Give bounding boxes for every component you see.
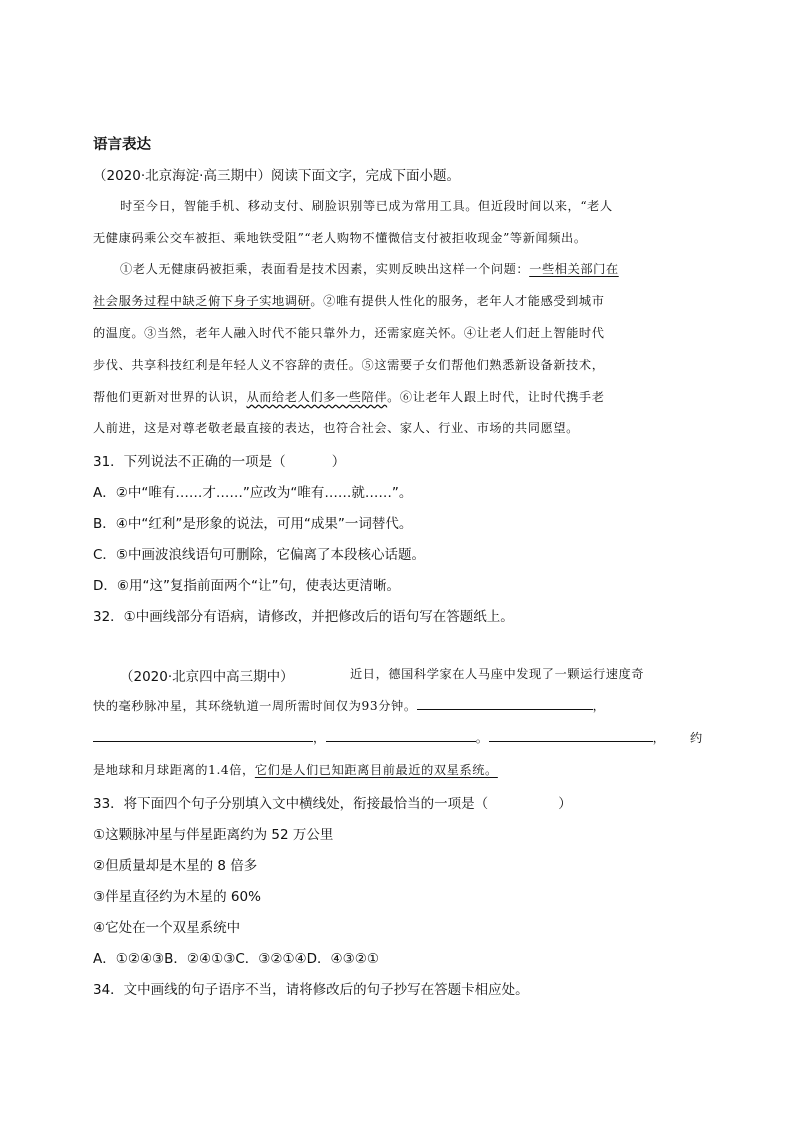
passage2-line2: [93, 292, 605, 309]
passage3-line2-text: 快的毫秒脉冲星，其环绕轨道一周所需时间仅为93分钟。: [93, 699, 417, 713]
question-32: 32．①中画线部分有语病，请修改，并把修改后的语句写在答题纸上。: [93, 609, 514, 625]
passage1-line1: 时至今日，智能手机、移动支付、刷脸识别等已成为常用工具。但近段时间以来，“老人: [120, 199, 613, 213]
option-31-d: D．⑥用“这”复指前面两个“让”句，使表达更清晰。: [93, 578, 400, 594]
option-31-a: A．②中“唯有……才……”应改为“唯有……就……”。: [93, 485, 413, 501]
passage3-yue: 约: [690, 731, 703, 745]
sentence-4: ④它处在一个双星系统中: [93, 920, 241, 936]
question-31-close: ）: [331, 454, 346, 470]
wavy-underlined-sentence: 从而给老人们多一些陪伴: [246, 390, 388, 404]
sentence-2: ②但质量却是木星的 8 倍多: [93, 858, 258, 874]
passage2-line5: [93, 388, 605, 405]
q1-source: （2020·北京海淀·高三期中）阅读下面文字，完成下面小题。: [93, 168, 460, 184]
underlined-sentence-start: 一些相关部门在: [529, 262, 619, 276]
passage3-comma-3: ，: [652, 731, 666, 745]
option-31-c: C．⑤中画波浪线语句可删除，它偏离了本段核心话题。: [93, 547, 426, 563]
options-33: A．①②④③B．②④①③C．③②①④D．④③②①: [93, 951, 379, 967]
question-31: [93, 450, 345, 470]
passage3-comma: ，: [592, 699, 606, 713]
q2-source: （2020·北京四中高三期中）: [120, 669, 294, 685]
option-31-b: B．④中“红利”是形象的说法，可用“成果”一词替代。: [93, 516, 413, 532]
passage3-line4-text: 是地球和月球距离的1.4倍，: [93, 763, 255, 777]
sentence-3: ③伴星直径约为木星的 60%: [93, 889, 261, 905]
passage3-line4: [93, 761, 498, 778]
question-34: 34．文中画线的句子语序不当，请将修改后的句子抄写在答题卡相应处。: [93, 982, 529, 998]
passage2-line3: 的温度。③当然，老年人融入时代不能只靠外力，还需家庭关怀。④让老人们赶上智能时代: [93, 326, 605, 340]
passage2-line5-rest: 。⑥让老年人跟上时代，让时代携手老: [387, 390, 605, 404]
question-33-close: ）: [558, 796, 572, 812]
passage2-line2-text: 。②唯有提供人性化的服务，老年人才能感受到城市: [310, 294, 605, 308]
passage2-line6: 人前进，这是对尊老敬老最直接的表达，也符合社会、家人、行业、市场的共同愿望。: [93, 421, 579, 435]
blank-1[interactable]: [417, 697, 593, 710]
blank-2[interactable]: [93, 729, 313, 742]
passage3-line2: [93, 697, 605, 714]
sentence-1: ①这颗脉冲星与伴星距离约为 52 万公里: [93, 827, 334, 843]
passage1-line2: 无健康码乘公交车被拒、乘地铁受阻”“老人购物不懂微信支付被拒收现金”等新闻频出。: [93, 231, 587, 245]
section-title: 语言表达: [93, 137, 151, 153]
underlined-sentence-end: 社会服务过程中缺乏俯下身子实地调研: [93, 294, 311, 308]
passage3-comma-2: ，: [313, 731, 326, 745]
passage2-line5-text: 帮他们更新对世界的认识，: [93, 390, 247, 404]
underlined-sentence-q34: 它们是人们已知距离目前最近的双星系统。: [254, 763, 498, 777]
passage2-line4: 步伐、共享科技红利是年轻人义不容辞的责任。⑤这需要子女们帮他们熟悉新设备新技术，: [93, 358, 605, 372]
question-31-text: 31．下列说法不正确的一项是（: [93, 454, 286, 470]
passage2-line1: [120, 260, 619, 277]
passage3-period: 。: [475, 731, 489, 745]
passage2-line1-text: ①老人无健康码被拒乘，表面看是技术因素，实则反映出这样一个问题：: [120, 262, 530, 276]
blank-3[interactable]: [326, 729, 476, 742]
blank-4[interactable]: [489, 729, 653, 742]
passage3-line3: [93, 729, 665, 746]
question-33: [93, 792, 572, 812]
passage3-line1: 近日，德国科学家在人马座中发现了一颗运行速度奇: [350, 667, 645, 681]
question-33-text: 33．将下面四个句子分别填入文中横线处，衔接最恰当的一项是（: [93, 796, 489, 812]
